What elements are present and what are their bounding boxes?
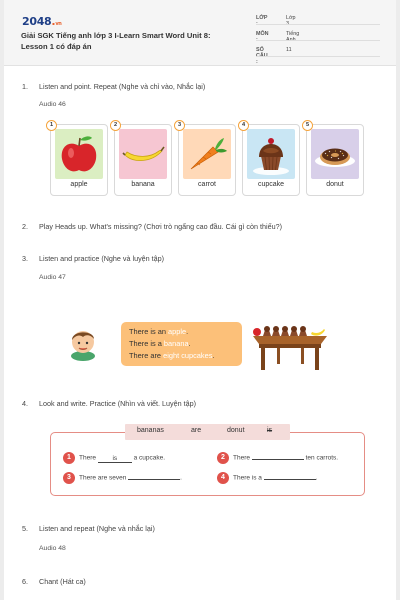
answer-blank[interactable]: [252, 459, 304, 460]
flashcard-banana: 2 banana: [114, 124, 172, 196]
page-title: Giải SGK Tiếng anh lớp 3 I-Learn Smart Word Unit 8: Lesson 1 có đáp án: [21, 31, 211, 51]
speech-bubble: [121, 322, 242, 366]
word-bank-item: are: [191, 427, 202, 434]
card-label: apple: [70, 181, 88, 188]
card-label: cupcake: [257, 181, 285, 188]
exercise-sentence-3: 3 There are seven .: [63, 472, 182, 484]
answer-blank[interactable]: [128, 479, 180, 480]
donut-icon: [311, 129, 359, 179]
audio-label-46[interactable]: Audio 46: [39, 101, 66, 108]
question-3: 3. Listen and practice (Nghe và luyện tập): [22, 254, 165, 263]
question-5: 5. Listen and repeat (Nghe và nhắc lại): [22, 524, 155, 533]
table-illustration: [249, 320, 331, 372]
speech-line-1: There is an apple.: [129, 327, 189, 336]
word-bank-item: donut: [227, 427, 245, 434]
speech-line-3: There are eight cupcakes.: [129, 351, 215, 360]
question-6: 6. Chant (Hát ca): [22, 577, 86, 586]
question-2: 2. Play Heads up. What's missing? (Chơi trò ngẩng cao đầu. Cái gì còn thiếu?): [22, 222, 282, 231]
banana-icon: [119, 129, 167, 179]
answer-blank[interactable]: [264, 479, 316, 480]
word-bank-item: bananas: [137, 427, 164, 434]
exercise-box: [50, 427, 365, 496]
boy-avatar: [64, 325, 102, 361]
exercise-sentence-2: 2 There ten carrots.: [217, 452, 338, 464]
flashcard-apple: 1 apple: [50, 124, 108, 196]
cupcake-icon: [247, 129, 295, 179]
carrot-icon: [183, 129, 231, 179]
flashcard-carrot: 3 carrot: [178, 124, 236, 196]
site-logo[interactable]: 2048.vn: [22, 15, 62, 28]
word-bank-item-used: is: [267, 427, 273, 434]
answer-blank[interactable]: is: [98, 455, 132, 463]
word-bank: [125, 424, 290, 440]
flashcard-donut: 5 donut: [306, 124, 364, 196]
question-1: 1. Listen and point. Repeat (Nghe và chỉ vào, Nhắc lại): [22, 82, 206, 91]
document-header: 2048.vn Giải SGK Tiếng anh lớp 3 I-Learn Smart Word Unit 8: Lesson 1 có đáp án LỚP : Lớp 3 MÔN : Tiếng Anh SỐ CÂU : 11: [4, 0, 396, 66]
exercise-sentence-4: 4 There is a .: [217, 472, 318, 484]
audio-label-48[interactable]: Audio 48: [39, 545, 66, 552]
card-label: banana: [131, 181, 155, 188]
card-label: donut: [326, 181, 344, 188]
card-label: carrot: [198, 181, 216, 188]
audio-label-47[interactable]: Audio 47: [39, 274, 66, 281]
apple-icon: [55, 129, 103, 179]
flashcard-cupcake: 4 cupcake: [242, 124, 300, 196]
document-page: [4, 0, 396, 600]
speech-line-2: There is a banana.: [129, 339, 191, 348]
exercise-sentence-1: 1 There is a cupcake.: [63, 452, 165, 464]
question-4: 4. Look and write. Practice (Nhìn và viết. Luyện tập): [22, 399, 197, 408]
